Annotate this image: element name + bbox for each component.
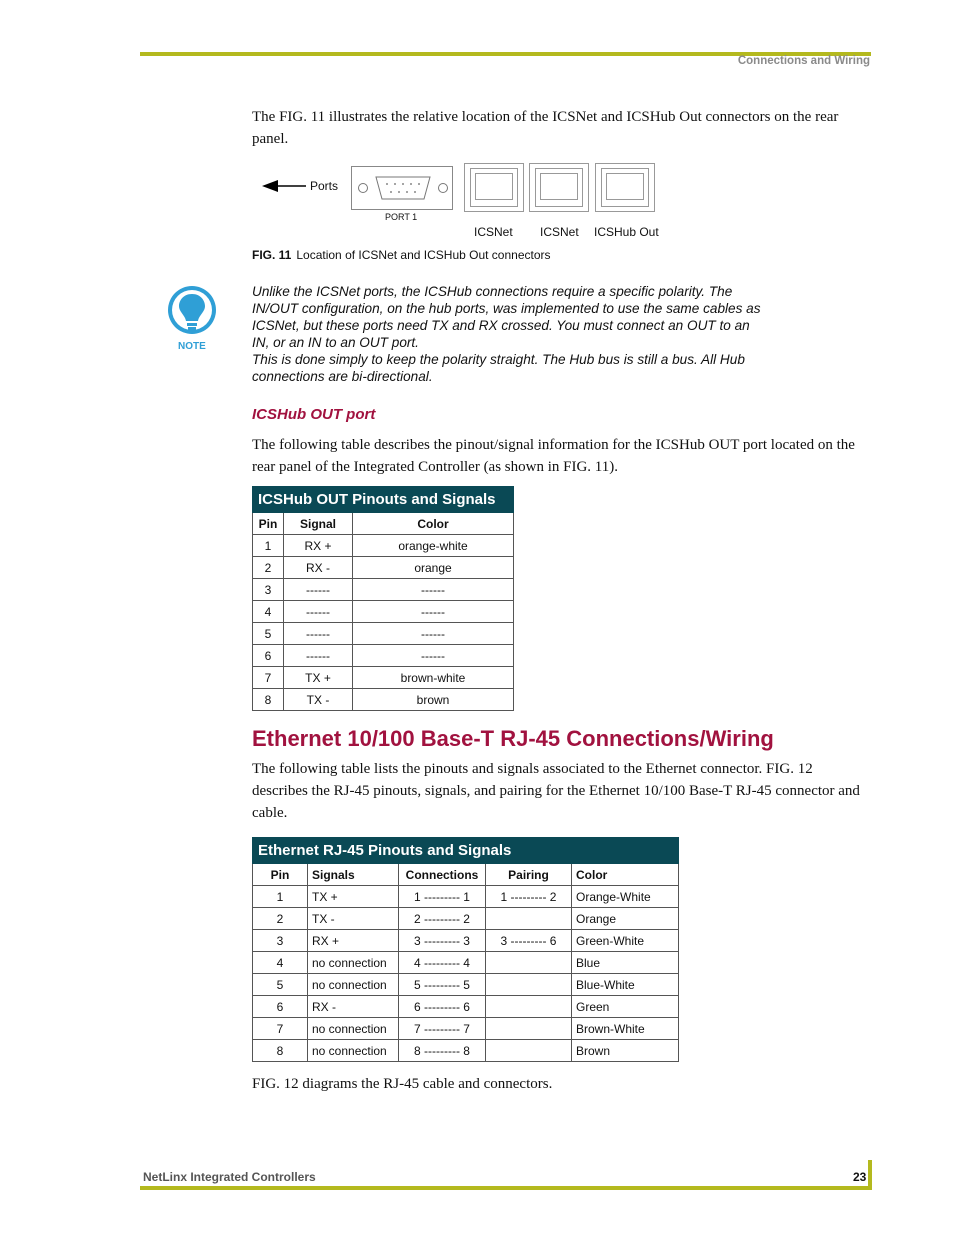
table-row: [253, 557, 514, 579]
table-cell: 4 --------- 4: [399, 952, 486, 974]
table-row: [253, 952, 679, 974]
table-header: Signal: [284, 513, 353, 535]
note-line: This is done simply to keep the polarity straight. The Hub bus is still a bus. All Hub: [252, 352, 745, 367]
note-text: [252, 283, 792, 385]
table-row: [253, 667, 514, 689]
table-cell: 1 --------- 1: [399, 886, 486, 908]
intro-paragraph: The FIG. 11 illustrates the relative location of the ICSNet and ICSHub Out connectors on the rear panel.: [252, 109, 839, 147]
table-row: [253, 1018, 679, 1040]
table-row: [253, 930, 679, 952]
table-cell: 1 --------- 2: [486, 886, 572, 908]
table-header: Signals: [308, 864, 399, 886]
note-line: IN/OUT configuration, on the hub ports, was implemented to use the same cables as: [252, 301, 761, 316]
table-cell: 1: [253, 535, 284, 557]
table-cell: [486, 1018, 572, 1040]
ethernet-paragraph: The following table lists the pinouts and signals associated to the Ethernet connector. FIG. 12 describes the RJ-45 pinouts, signals, and pairing for the Ethernet 10/100 Base-T RJ-45 connector and cable.: [252, 761, 860, 821]
table-header: Pin: [253, 864, 308, 886]
note-line: IN, or an IN to an OUT port.: [252, 335, 419, 350]
icshub-table: [252, 486, 514, 711]
table-cell: 3 --------- 6: [486, 930, 572, 952]
header-section-title: Connections and Wiring: [737, 55, 870, 67]
table-cell: RX -: [308, 996, 399, 1018]
table-cell: 4: [253, 952, 308, 974]
table-cell: 8: [253, 1040, 308, 1062]
icsnet-connector-1: [464, 163, 524, 212]
icshub-heading: ICSHub OUT port: [252, 406, 376, 423]
ethernet-table: [252, 837, 679, 1062]
table-row: [253, 579, 514, 601]
table-cell: 4: [253, 601, 284, 623]
footer-rule: [140, 1186, 871, 1190]
table-row: [253, 974, 679, 996]
table-row: [253, 623, 514, 645]
figure-caption: [252, 248, 551, 262]
serial-port-label: PORT 1: [385, 212, 418, 222]
table-cell: brown: [353, 689, 514, 711]
table-header: Connections: [399, 864, 486, 886]
table-cell: ------: [353, 579, 514, 601]
table-header: Color: [572, 864, 679, 886]
table-cell: 5 --------- 5: [399, 974, 486, 996]
table-cell: ------: [284, 623, 353, 645]
note-line: ICSNet, but these ports need TX and RX crossed. You must connect an OUT to an: [252, 318, 750, 333]
figure-11: [252, 160, 672, 242]
table-cell: 7: [253, 1018, 308, 1040]
screw-icon: [358, 183, 368, 193]
ports-label: Ports: [310, 179, 339, 193]
table-cell: [486, 974, 572, 996]
table-cell: 7 --------- 7: [399, 1018, 486, 1040]
table-cell: brown-white: [353, 667, 514, 689]
table-cell: 6: [253, 645, 284, 667]
table-cell: 3: [253, 930, 308, 952]
connector-label: ICSHub Out: [594, 225, 659, 239]
table-row: [253, 535, 514, 557]
table-cell: Brown: [572, 1040, 679, 1062]
table-cell: [486, 1040, 572, 1062]
table-cell: orange: [353, 557, 514, 579]
note-line: connections are bi-directional.: [252, 369, 433, 384]
table-cell: orange-white: [353, 535, 514, 557]
table-row: [253, 689, 514, 711]
table-cell: 3: [253, 579, 284, 601]
ethernet-heading: Ethernet 10/100 Base-T RJ-45 Connections/Wiring: [252, 726, 774, 751]
table-cell: ------: [284, 601, 353, 623]
table-cell: RX -: [284, 557, 353, 579]
table-cell: TX +: [308, 886, 399, 908]
table-cell: ------: [284, 645, 353, 667]
table-cell: 6 --------- 6: [399, 996, 486, 1018]
table-cell: TX +: [284, 667, 353, 689]
table-cell: 2 --------- 2: [399, 908, 486, 930]
table-cell: 3 --------- 3: [399, 930, 486, 952]
connector-label: ICSNet: [540, 225, 579, 239]
table-cell: 1: [253, 886, 308, 908]
footer-title: NetLinx Integrated Controllers: [143, 1170, 316, 1184]
table-row: [253, 645, 514, 667]
left-arrow-icon: [262, 180, 306, 192]
table-cell: Blue-White: [572, 974, 679, 996]
table-cell: no connection: [308, 1018, 399, 1040]
table-cell: Green: [572, 996, 679, 1018]
table-row: [253, 886, 679, 908]
table-cell: ------: [353, 645, 514, 667]
table-cell: ------: [353, 601, 514, 623]
table-title: Ethernet RJ-45 Pinouts and Signals: [253, 838, 679, 864]
db9-connector-icon: [374, 175, 432, 201]
closing-paragraph: FIG. 12 diagrams the RJ-45 cable and connectors.: [252, 1076, 553, 1092]
table-cell: 5: [253, 623, 284, 645]
table-cell: 6: [253, 996, 308, 1018]
table-cell: Blue: [572, 952, 679, 974]
table-cell: Orange: [572, 908, 679, 930]
table-cell: 8: [253, 689, 284, 711]
table-cell: 8 --------- 8: [399, 1040, 486, 1062]
table-cell: no connection: [308, 974, 399, 996]
table-cell: TX -: [284, 689, 353, 711]
figure-caption-text: Location of ICSNet and ICSHub Out connectors: [296, 248, 551, 262]
table-header: Color: [353, 513, 514, 535]
table-header: Pairing: [486, 864, 572, 886]
table-cell: [486, 908, 572, 930]
table-row: [253, 908, 679, 930]
table-row: [253, 1040, 679, 1062]
connector-label: ICSNet: [474, 225, 513, 239]
table-cell: RX +: [284, 535, 353, 557]
icshub-paragraph: The following table describes the pinout/signal information for the ICSHub OUT port located on the rear panel of the Integrated Controller (as shown in FIG. 11).: [252, 437, 855, 475]
table-cell: 5: [253, 974, 308, 996]
note-line: Unlike the ICSNet ports, the ICSHub connections require a specific polarity. The: [252, 284, 733, 299]
table-cell: 2: [253, 557, 284, 579]
icsnet-connector-2: [529, 163, 589, 212]
table-cell: Brown-White: [572, 1018, 679, 1040]
table-cell: [486, 996, 572, 1018]
page-number: 23: [853, 1170, 867, 1184]
table-cell: 7: [253, 667, 284, 689]
table-cell: no connection: [308, 1040, 399, 1062]
table-cell: Green-White: [572, 930, 679, 952]
table-header: Pin: [253, 513, 284, 535]
table-cell: 2: [253, 908, 308, 930]
table-cell: no connection: [308, 952, 399, 974]
table-row: [253, 601, 514, 623]
figure-number: FIG. 11: [252, 248, 292, 262]
screw-icon: [438, 183, 448, 193]
table-cell: Orange-White: [572, 886, 679, 908]
table-cell: TX -: [308, 908, 399, 930]
serial-port-connector: [351, 166, 453, 210]
table-cell: [486, 952, 572, 974]
table-title: ICSHub OUT Pinouts and Signals: [253, 487, 514, 513]
note-icon-label: NOTE: [178, 341, 206, 352]
table-cell: RX +: [308, 930, 399, 952]
table-cell: ------: [284, 579, 353, 601]
table-cell: ------: [353, 623, 514, 645]
icshub-out-connector: [595, 163, 655, 212]
table-row: [253, 996, 679, 1018]
